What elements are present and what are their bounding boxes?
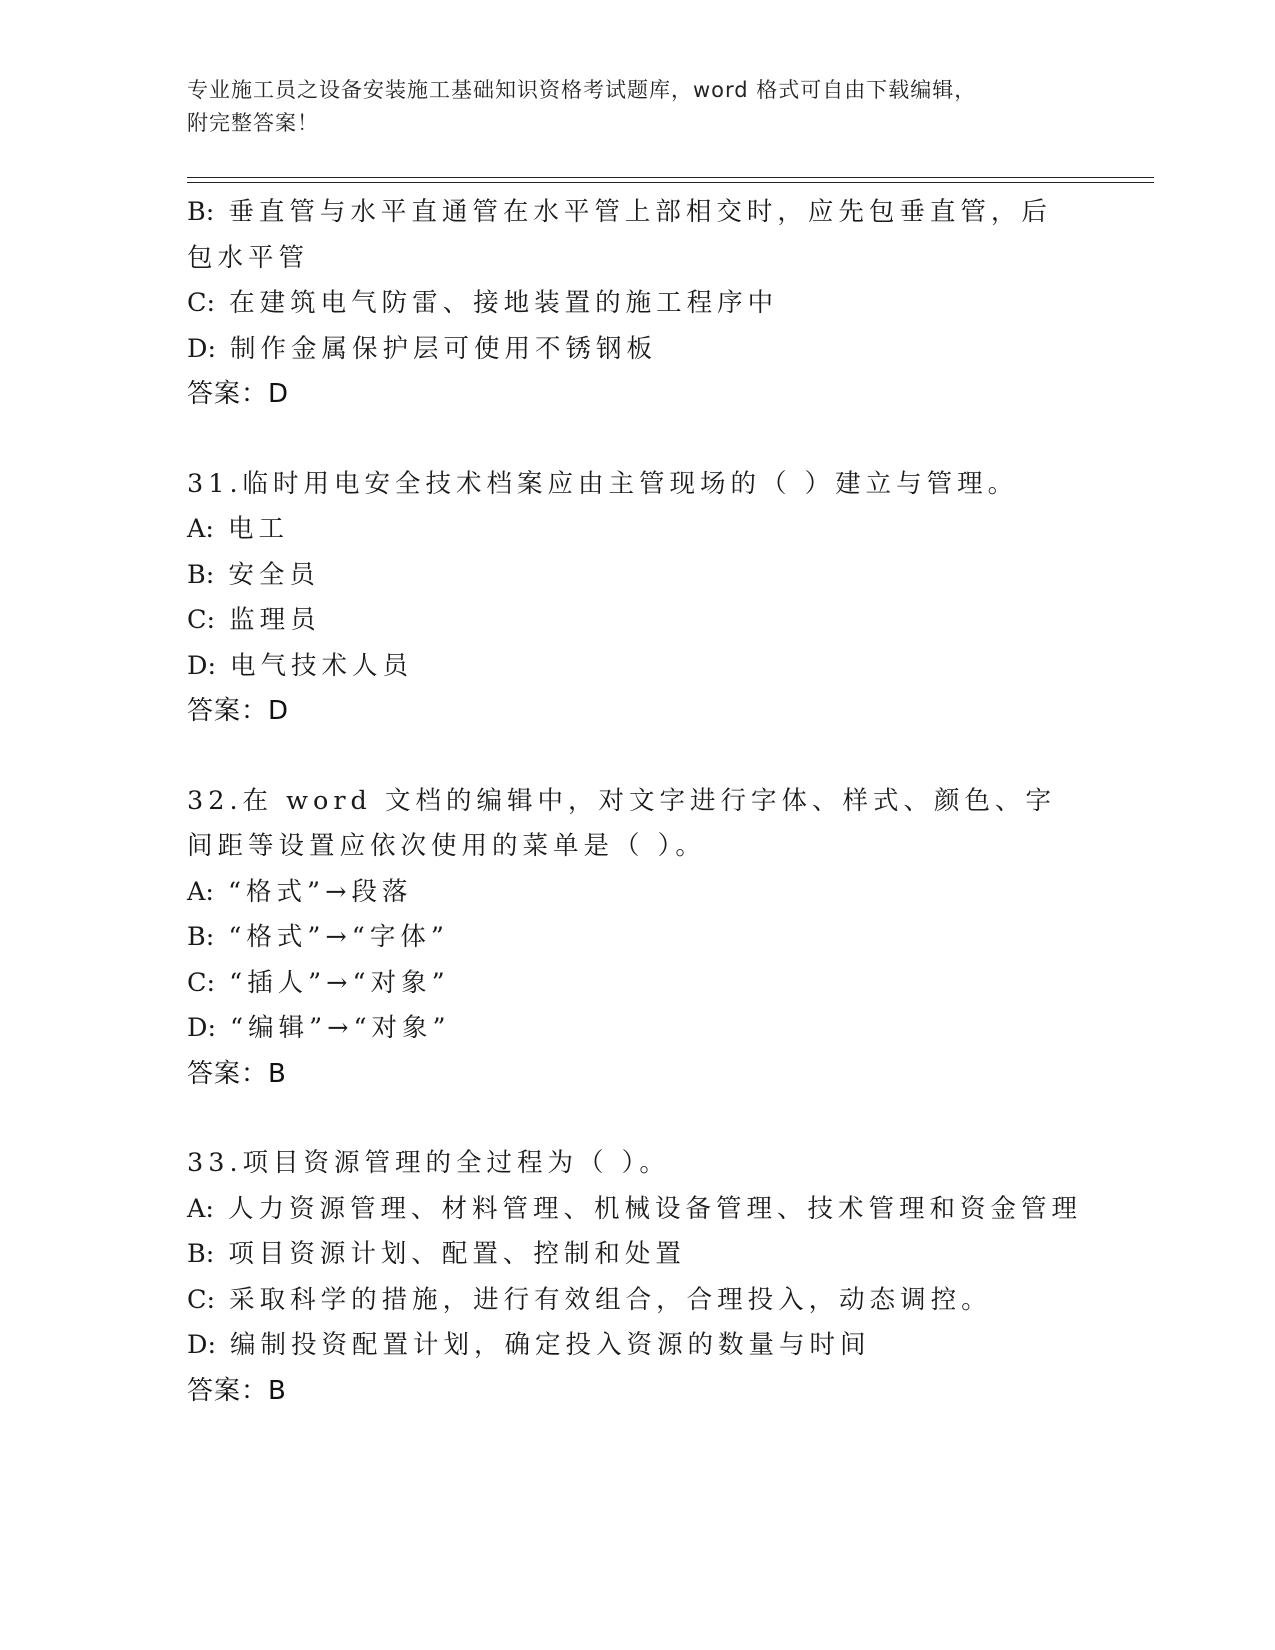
option-text: 在建筑电气防雷、接地装置的施工程序中	[229, 288, 779, 318]
option-text: 安全员	[228, 559, 320, 590]
option-c	[187, 1278, 1087, 1324]
header-divider-bottom	[187, 182, 1154, 183]
option-c	[187, 961, 1087, 1007]
option-text: “编辑”→“对象”	[230, 1013, 451, 1043]
option-label: C:	[187, 967, 216, 998]
option-label: B:	[187, 1239, 215, 1269]
option-text: 垂直管与水平直通管在水平管上部相交时，应先包垂直管，后包水平管	[187, 197, 1052, 273]
option-b	[187, 915, 1087, 961]
option-label: A:	[187, 876, 215, 907]
option-text: 电工	[228, 514, 290, 544]
option-text: “格式”→“字体”	[228, 922, 449, 952]
option-text: 监理员	[229, 605, 321, 635]
option-label: A:	[187, 514, 215, 544]
question-stem: 32.在 word 文档的编辑中，对文字进行字体、样式、颜色、字间距等设置应依次使用的菜单是（ ）。	[187, 785, 1056, 861]
option-text: 人力资源管理、材料管理、机械设备管理、技术管理和资金管理	[228, 1193, 1083, 1224]
header-divider-top	[187, 177, 1154, 178]
document-header	[187, 74, 1087, 140]
option-a	[187, 1187, 1087, 1233]
option-a	[187, 507, 1087, 553]
option-label: A:	[187, 1193, 215, 1224]
option-label: B:	[187, 559, 215, 590]
option-text: 项目资源计划、配置、控制和处置	[228, 1239, 686, 1269]
option-d	[187, 1006, 1087, 1052]
question-block-33	[187, 1141, 1087, 1414]
answer-line: 答案：D	[187, 379, 290, 409]
option-label: D:	[187, 1013, 217, 1043]
answer-line: 答案：D	[187, 696, 290, 726]
option-d	[187, 1323, 1087, 1369]
option-d	[187, 644, 1087, 690]
option-label: D:	[187, 1330, 217, 1360]
question-content	[187, 190, 1087, 1414]
answer-line: 答案：B	[187, 1375, 287, 1406]
option-a	[187, 870, 1087, 916]
option-label: D:	[187, 650, 217, 681]
option-label: D:	[187, 333, 217, 364]
option-d	[187, 327, 1087, 373]
option-c	[187, 598, 1087, 644]
option-label: C:	[187, 1284, 216, 1315]
option-b	[187, 1232, 1087, 1278]
option-text: 制作金属保护层可使用不锈钢板	[230, 333, 658, 364]
question-stem: 33.项目资源管理的全过程为（ ）。	[187, 1148, 670, 1178]
option-text: 编制投资配置计划，确定投入资源的数量与时间	[230, 1330, 871, 1360]
question-block-31	[187, 462, 1087, 735]
answer-line: 答案：B	[187, 1058, 287, 1089]
question-block-32	[187, 779, 1087, 1098]
option-label: C:	[187, 605, 216, 635]
option-text: 采取科学的措施，进行有效组合，合理投入，动态调控。	[229, 1284, 992, 1315]
option-text: 电气技术人员	[230, 650, 414, 681]
option-text: “插人”→“对象”	[229, 967, 450, 998]
option-b	[187, 553, 1087, 599]
option-c	[187, 281, 1087, 327]
prev-question-block	[187, 190, 1087, 418]
header-line-1: 专业施工员之设备安装施工基础知识资格考试题库，word 格式可自由下载编辑，	[187, 78, 977, 102]
option-label: C:	[187, 288, 216, 318]
option-label: B:	[187, 922, 215, 952]
question-stem: 31.临时用电安全技术档案应由主管现场的（ ）建立与管理。	[187, 468, 1019, 499]
option-b	[187, 190, 1067, 281]
option-label: B:	[187, 197, 215, 227]
header-line-2: 附完整答案！	[187, 111, 319, 135]
option-text: “格式”→段落	[228, 876, 413, 907]
